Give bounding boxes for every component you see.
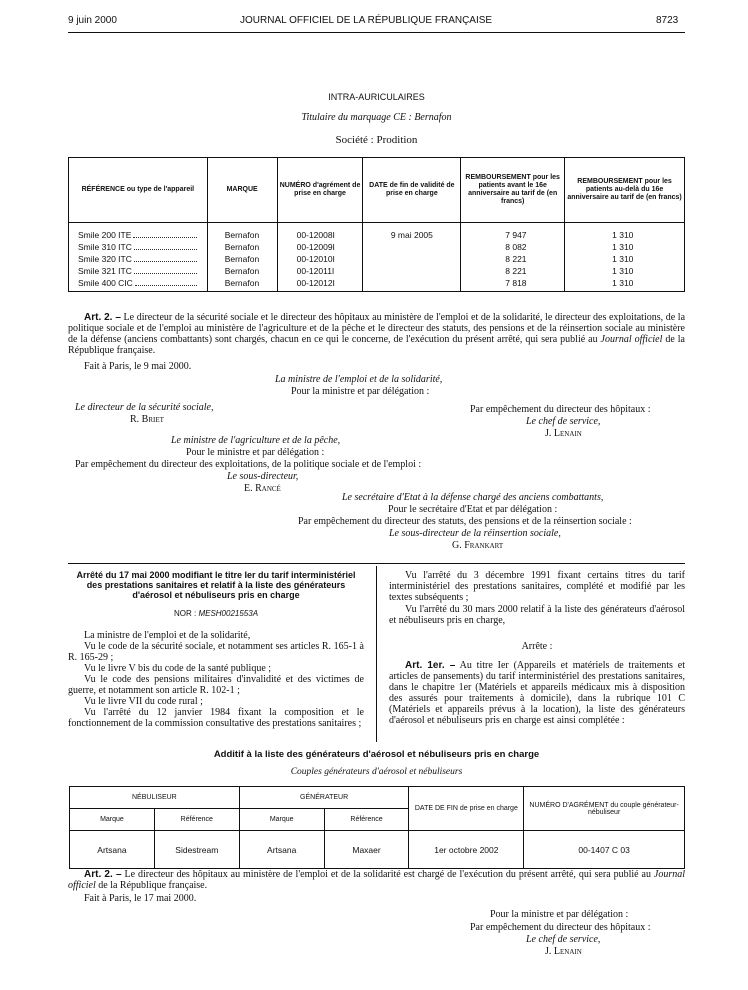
hop-name: J. Lenain [545,428,582,439]
table-cell: 8 082 [505,242,527,252]
article-label: Art. 2. – [84,869,122,880]
left-para: Vu l'arrêté du 12 janvier 1984 fixant la composition et le fonctionnement de la commission consultative des prestations sanitaires ; [68,707,364,729]
table-cell [69,241,207,253]
right-para: Vu l'arrêté du 30 mars 2000 relatif à la liste des générateurs d'aérosol et nébuliseurs pris en charge, [389,604,685,626]
additif-title: Additif à la liste des générateurs d'aérosol et nébuliseurs pris en charge [213,749,540,760]
table-cell: Sidestream [154,831,239,869]
table-cell: 1er octobre 2002 [409,831,524,869]
jo-ref: Journal officiel [600,334,663,345]
table-cell: Bernafon [224,278,260,288]
table-cell: Bernafon [224,242,260,252]
nebuliser-table [69,786,685,869]
table-cell: 8 221 [505,254,527,264]
right-para: Vu l'arrêté du 3 décembre 1991 fixant certains titres du tarif interministériel des prestations sanitaires, complété et modifié par les textes subséquents ; [389,570,685,603]
sig2-name: J. Lenain [545,946,582,957]
page-number: 8723 [656,15,679,26]
dss-title: Le directeur de la sécurité sociale, [75,402,214,413]
nor-code: MESH0021553A [198,609,259,618]
device-table [68,157,685,292]
ref-text: Smile 400 CIC [78,278,133,288]
minister-delegation: Pour la ministre et par délégation : [291,386,430,397]
left-para: La ministre de l'emploi et de la solidarité, [84,630,251,641]
header-date: DATE de fin de validité de prise en charge [363,158,461,223]
table-cell: 7 818 [505,278,527,288]
col-reimb-after [565,223,685,292]
header-number: NUMÉRO d'agrément de prise en charge [277,158,363,223]
agri-name: E. Rancé [244,483,281,494]
table-cell: 00-12009I [296,242,335,252]
table-cell [69,277,207,289]
article-1-label: Art. 1er. – [405,660,456,671]
table-cell: Bernafon [224,266,260,276]
table-cell [69,265,207,277]
table-cell: Bernafon [224,254,260,264]
header-neb-marque: Marque [70,809,155,831]
arrete-word: Arrête : [521,641,553,652]
article-2-paragraph [68,312,685,356]
header-reimb-before: REMBOURSEMENT pour les patients avant le 16e anniversaire au tarif de (en francs) [461,158,565,223]
dss-name: R. Briet [130,414,164,425]
table-cell: Bernafon [224,230,260,240]
ref-text: Smile 321 ITC [78,266,132,276]
header-nebuliseur: NÉBULISEUR [70,787,240,809]
table-header-row [70,787,685,809]
additif-subtitle: Couples générateurs d'aérosol et nébuliseurs [290,767,463,777]
table-cell [69,229,207,241]
header-neb-reference: Référence [154,809,239,831]
article-text-end: de la République française. [98,880,208,891]
header-gen-reference: Référence [324,809,409,831]
minister-title: La ministre de l'emploi et de la solidarité, [275,374,443,385]
table-cell: Maxaer [324,831,409,869]
table-cell: 7 947 [505,230,527,240]
sig2-title: Le chef de service, [526,934,601,945]
sig2-delegation: Pour la ministre et par délégation : [490,909,629,920]
header-reimb-after: REMBOURSEMENT pour les patients au-delà du 16e anniversaire au tarif de (en francs) [565,158,685,223]
header-approval-number: NUMÉRO D'AGRÉMENT du couple générateur-nébuliseur [524,787,685,831]
table-cell: 00-12008I [296,230,335,240]
hop-title: Le chef de service, [526,416,601,427]
nor-line [68,609,364,618]
left-para: Vu le code de la sécurité sociale, et notamment ses articles R. 165-1 à R. 165-29 ; [68,641,364,663]
column-divider [376,566,377,742]
table-cell: 1 310 [612,230,634,240]
article-1 [389,660,685,726]
article-label: Art. 2. – [84,312,121,323]
defense-name: G. Frankart [452,540,504,551]
nor-label: NOR : [173,609,197,618]
table-cell: Artsana [70,831,155,869]
done-at-paris: Fait à Paris, le 9 mai 2000. [84,361,192,372]
ref-text: Smile 320 ITC [78,254,132,264]
left-para: Vu le code des pensions militaires d'invalidité et des victimes de guerre, et notamment son article R. 102-1 ; [68,674,364,696]
defense-secretary: Le secrétaire d'Etat à la défense chargé des anciens combattants, [342,492,604,503]
table-cell: 1 310 [612,266,634,276]
defense-line: Par empêchement du directeur des statuts, des pensions et de la réinsertion sociale : [298,516,632,527]
header-date: 9 juin 2000 [68,15,117,26]
right-column [389,570,685,726]
agri-delegation: Pour le ministre et par délégation : [186,447,325,458]
journal-title: JOURNAL OFFICIEL DE LA RÉPUBLIQUE FRANÇAISE [240,15,493,26]
table-cell: 9 mai 2005 [390,230,433,240]
table-cell: 1 310 [612,254,634,264]
col-reference [69,223,208,292]
table-cell: 1 310 [612,278,634,288]
defense-delegation: Pour le secrétaire d'Etat et par délégation : [388,504,558,515]
table-cell [69,253,207,265]
table-cell: Artsana [239,831,324,869]
defense-title: Le sous-directeur de la réinsertion sociale, [389,528,561,539]
hop-line: Par empêchement du directeur des hôpitaux : [470,404,651,415]
col-date [363,223,461,292]
col-brand [207,223,277,292]
table-cell: 1 310 [612,242,634,252]
table-body-row [69,223,685,292]
article-2b-paragraph [68,869,685,891]
ref-text: Smile 200 ITE [78,230,132,240]
table-row [70,831,685,869]
agri-line: Par empêchement du directeur des exploitations, de la politique sociale et de l'emploi : [75,459,422,470]
ref-text: Smile 310 ITC [78,242,132,252]
header-rule [68,32,685,33]
agri-minister: Le ministre de l'agriculture et de la pêche, [171,435,341,446]
sig2-line: Par empêchement du directeur des hôpitaux : [470,922,651,933]
header-brand: MARQUE [207,158,277,223]
header-end-date: DATE DE FIN de prise en charge [409,787,524,831]
col-number [277,223,363,292]
table-cell: 00-12010I [296,254,335,264]
article-1-text: Au titre Ier (Appareils et matériels de traitements et articles de pansements) du tarif interministériel des prestations sanitaires, dans le chapitre 1er (Matériels et appareils médicaux mis à disposition des assurés pour traitements à domicile), dans la rubrique 101 C (Matériels et appareils prévus à la location), la liste des générateurs d'aérosol et nébuliseurs pris en charge est ainsi complétée : [389,660,685,726]
jo-ref: Journal officiel [68,869,685,891]
article-text: Le directeur des hôpitaux au ministère de l'emploi et de la solidarité est chargé de l'exécution du présent arrêté, qui sera publié au [124,869,651,880]
table-cell: 00-12012I [296,278,335,288]
article-text-end: de la République française. [68,334,685,356]
agri-title: Le sous-directeur, [227,471,299,482]
table-cell: 00-1407 C 03 [524,831,685,869]
article-text: Le directeur de la sécurité sociale et le directeur des hôpitaux au ministère de l'emploi et de la solidarité, le directeur des exploitations, de la politique sociale et de l'emploi au ministère de l'agriculture et de la pêche et le directeur des statuts, des pensions et de la réinsertion sociale au ministère de la défense (anciens combattants) sont chargés, chacun en ce qui le concerne, de l'exécution du présent arrêté, qui sera publié au [68,312,686,345]
header-gen-marque: Marque [239,809,324,831]
table-header-row [69,158,685,223]
arrete-title: Arrêté du 17 mai 2000 modifiant le titre Ier du tarif interministériel des prestations sanitaires et relatif à la liste des générateurs d'aérosol et nébuliseurs pris en charge [76,570,356,600]
left-column [68,630,364,729]
col-reimb-before [461,223,565,292]
left-para: Vu le livre VII du code rural ; [84,696,203,707]
header-generateur: GÉNÉRATEUR [239,787,409,809]
holder-line: Titulaire du marquage CE : Bernafon [301,112,452,123]
section-rule [68,563,685,564]
table-cell: 8 221 [505,266,527,276]
left-para: Vu le livre V bis du code de la santé publique ; [84,663,272,674]
category-title: INTRA-AURICULAIRES [328,92,425,102]
header-reference: RÉFÉRENCE ou type de l'appareil [69,158,208,223]
done-at-paris-2: Fait à Paris, le 17 mai 2000. [84,893,197,904]
table-cell: 00-12011I [296,266,335,276]
company-line: Société : Prodition [335,134,418,146]
